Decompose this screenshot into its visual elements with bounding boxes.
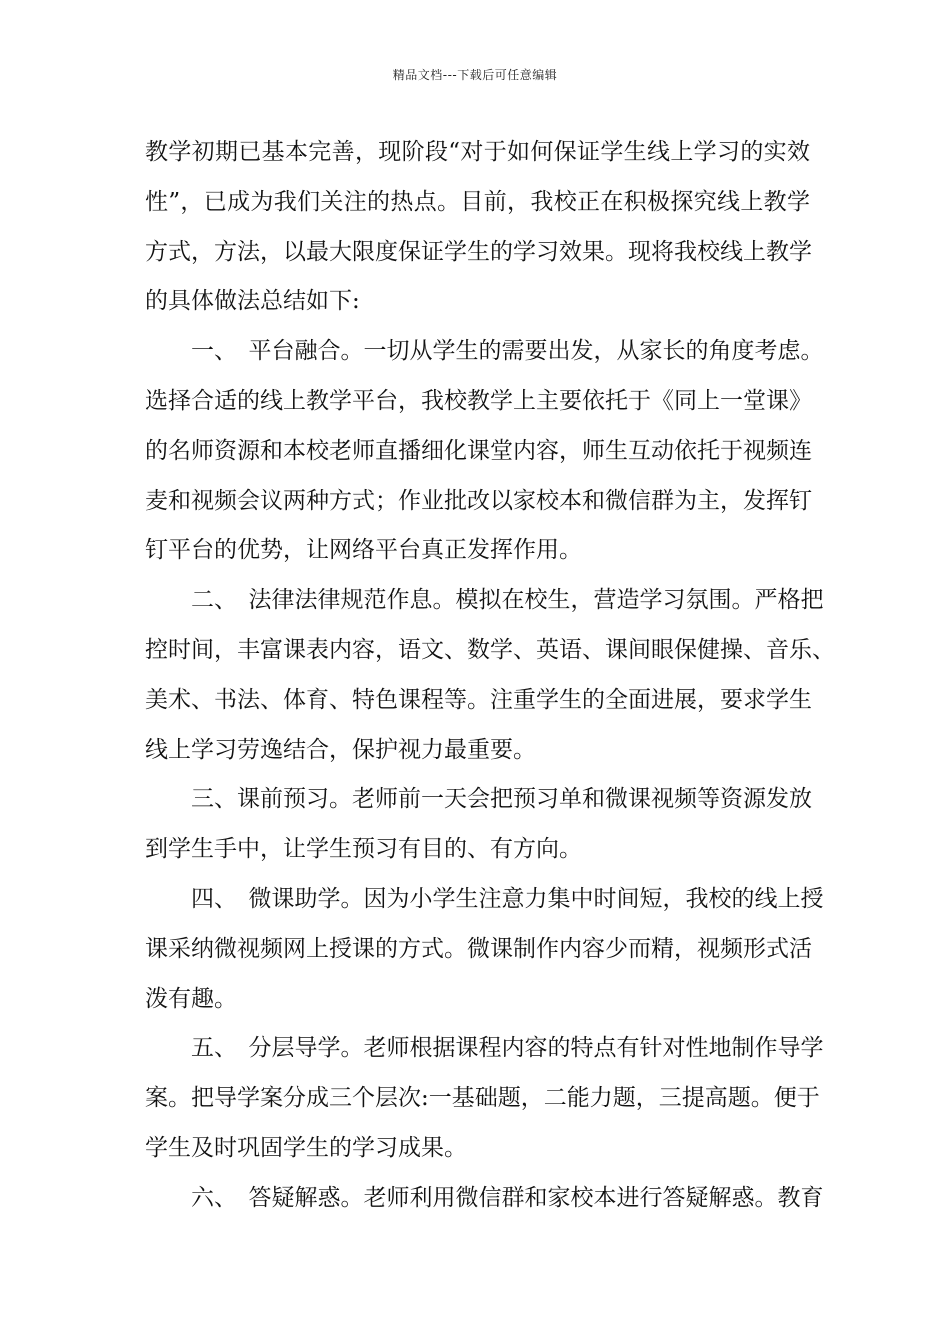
text-line: 案。把导学案分成三个层次:一基础题，二能力题，三提高题。便于 — [145, 1085, 820, 1112]
text-line: 教学初期已基本完善，现阶段“对于如何保证学生线上学习的实效 — [145, 139, 810, 165]
text-line: 到学生手中，让学生预习有目的、有方向。 — [145, 836, 582, 863]
text-line: 五、 分层导学。老师根据课程内容的特点有针对性地制作导学 — [191, 1035, 824, 1062]
text-line: 的名师资源和本校老师直播细化课堂内容，师生互动依托于视频连 — [145, 437, 812, 464]
text-line: 方式，方法，以最大限度保证学生的学习效果。现将我校线上教学 — [145, 238, 812, 265]
text-line: 线上学习劳逸结合，保护视力最重要。 — [145, 736, 536, 763]
document-body — [145, 128, 835, 1224]
page-header: 精品文档---下载后可任意编辑 — [392, 68, 558, 82]
text-line: 性”，已成为我们关注的热点。目前，我校正在积极探究线上教学 — [145, 188, 810, 215]
text-line: 选择合适的线上教学平台，我校教学上主要依托于《同上一堂课》 — [145, 387, 812, 414]
text-line: 课采纳微视频网上授课的方式。微课制作内容少而精，视频形式活 — [145, 935, 812, 962]
text-line: 钉平台的优势，让网络平台真正发挥作用。 — [145, 537, 582, 564]
text-line: 六、 答疑解惑。老师利用微信群和家校本进行答疑解惑。教育 — [191, 1184, 824, 1211]
text-line: 控时间，丰富课表内容，语文、数学、英语、课间眼保健操、音乐、 — [145, 636, 835, 663]
text-line: 的具体做法总结如下: — [145, 288, 360, 315]
text-line: 美术、书法、体育、特色课程等。注重学生的全面进展，要求学生 — [145, 686, 812, 713]
text-line: 麦和视频会议两种方式；作业批改以家校本和微信群为主，发挥钉 — [145, 487, 812, 514]
text-line: 四、 微课助学。因为小学生注意力集中时间短，我校的线上授 — [191, 885, 824, 912]
text-line: 学生及时巩固学生的学习成果。 — [145, 1134, 467, 1161]
text-line: 泼有趣。 — [145, 985, 237, 1012]
text-line: 一、 平台融合。一切从学生的需要出发，从家长的角度考虑。 — [191, 338, 824, 365]
text-line: 三、课前预习。老师前一天会把预习单和微课视频等资源发放 — [191, 786, 812, 813]
text-line: 二、 法律法律规范作息。模拟在校生，营造学习氛围。严格把 — [191, 587, 824, 614]
